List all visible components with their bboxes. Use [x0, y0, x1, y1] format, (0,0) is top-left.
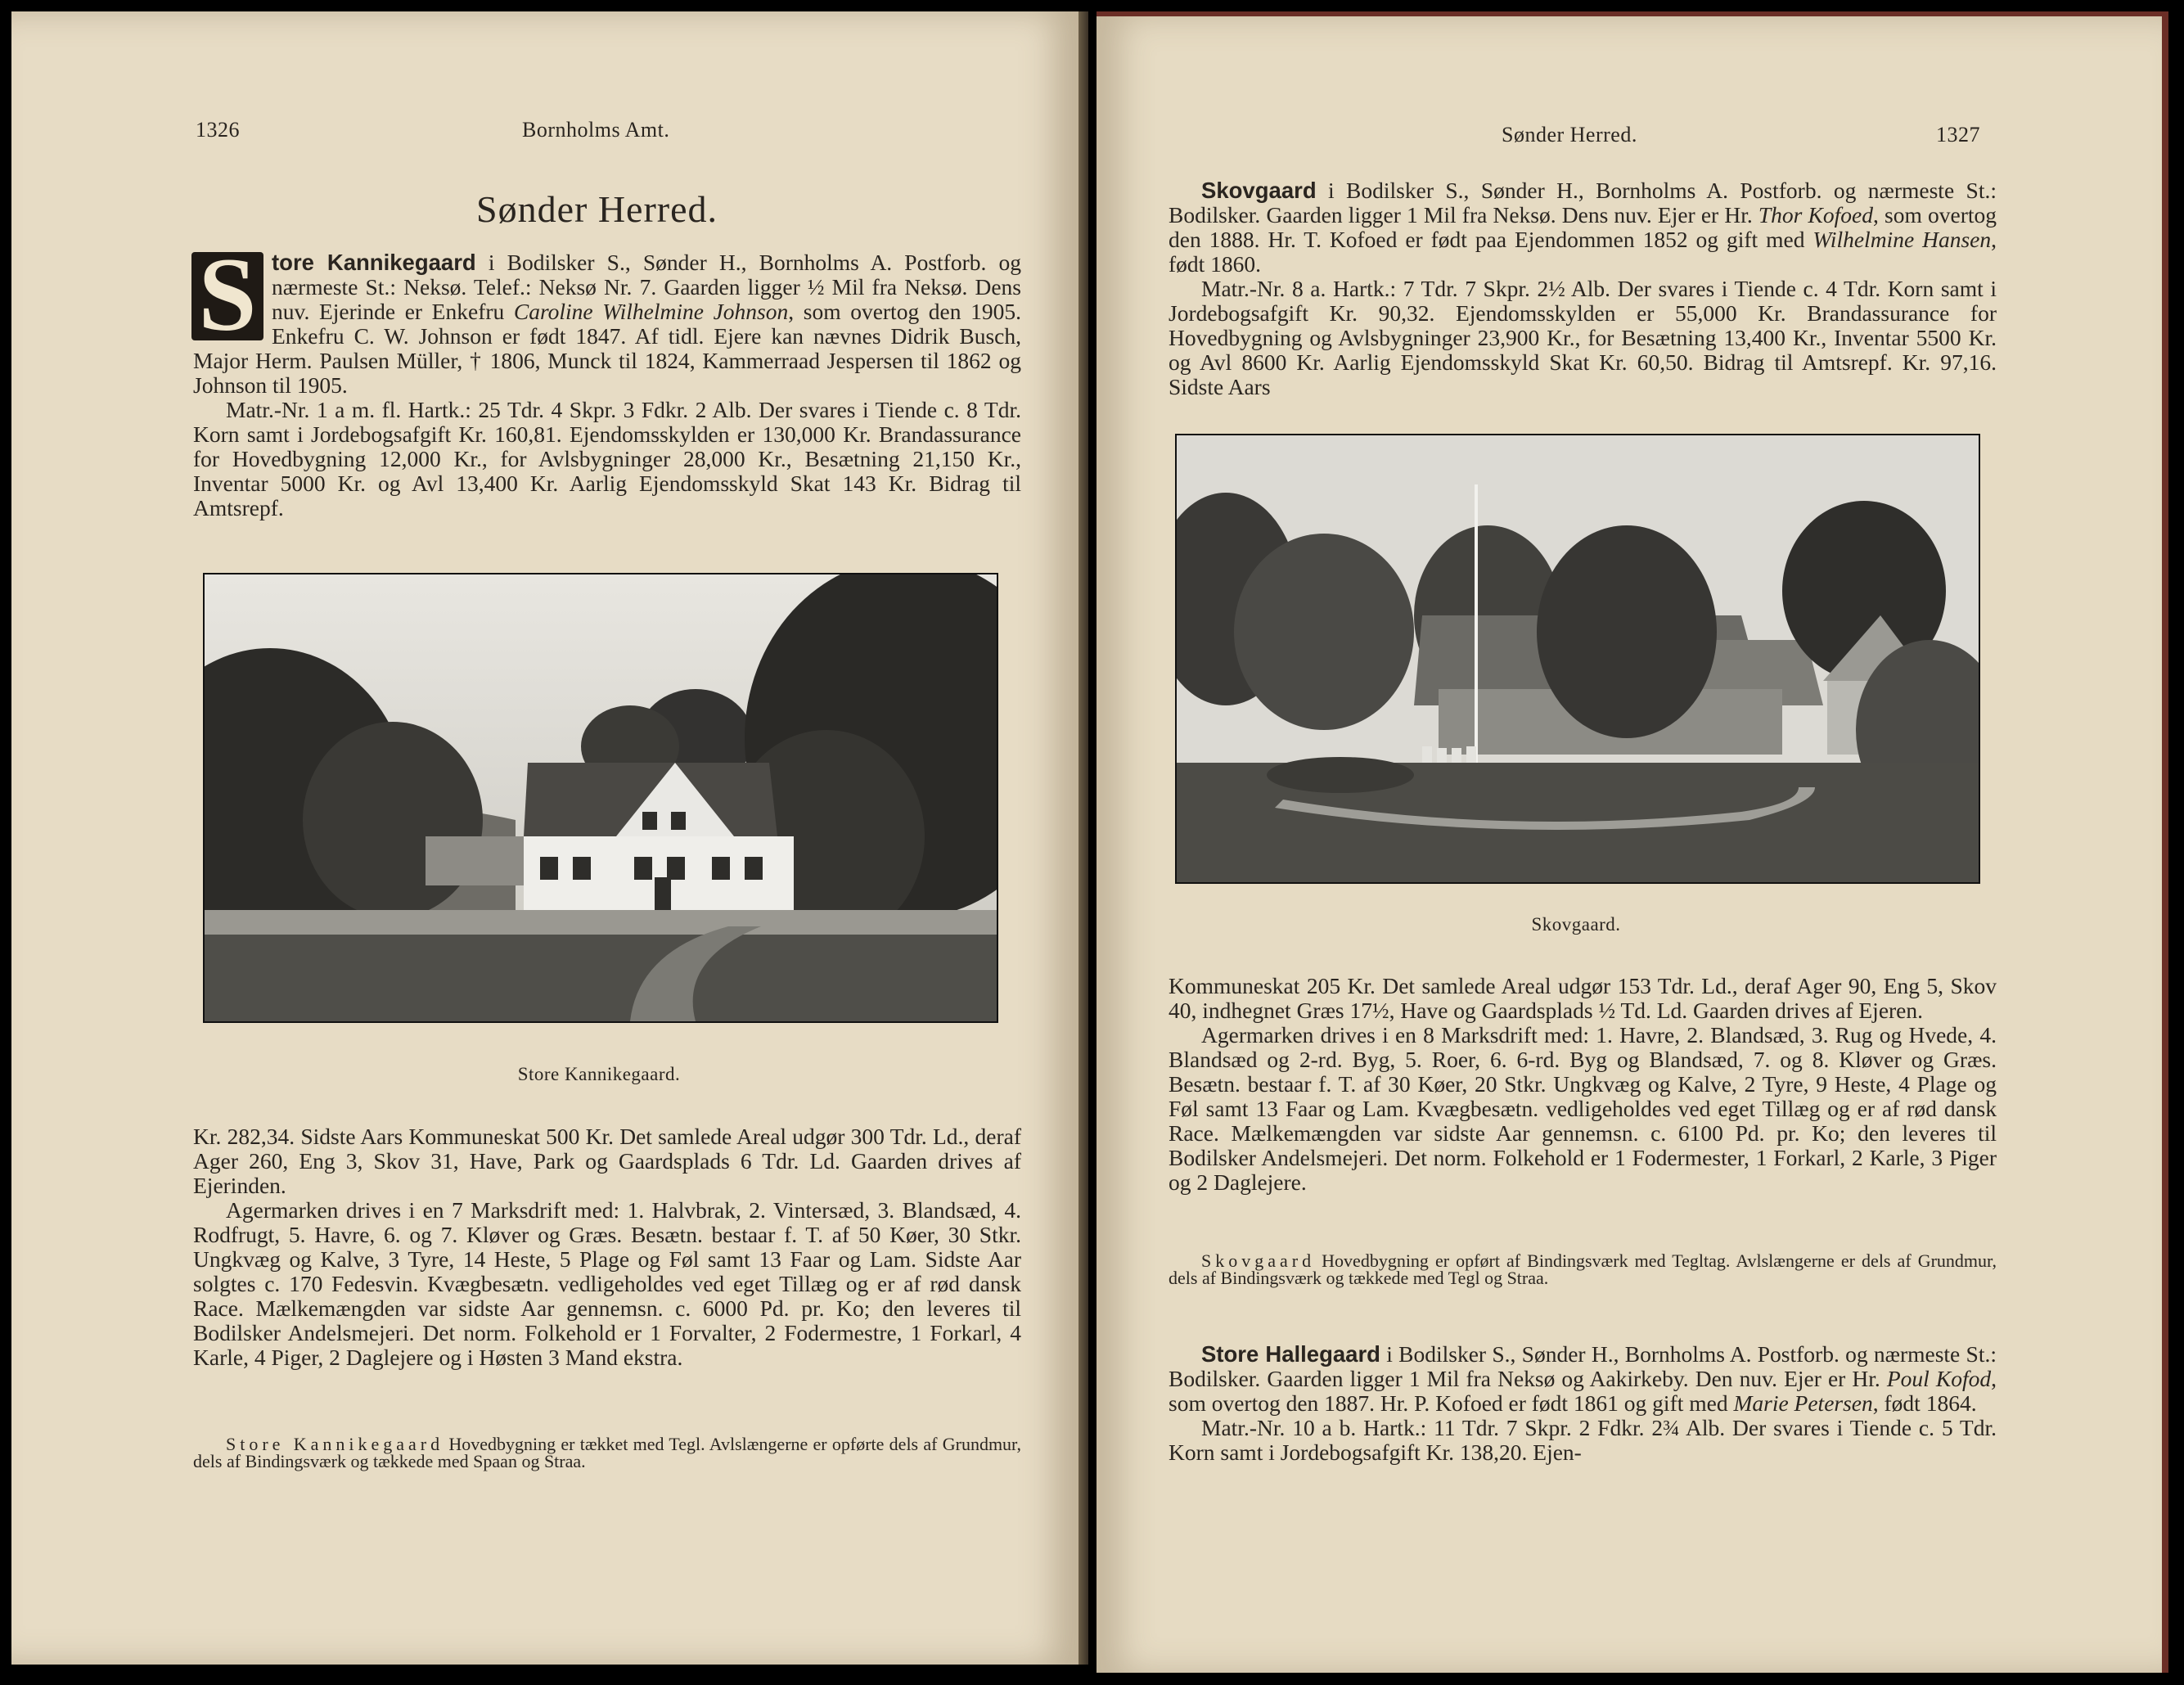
- entry-skovgaard: [1169, 178, 1997, 399]
- note-text: Hovedbygning er tækket med Tegl. Avlslængerne er opførte dels af Grundmur, dels af Bindingsværk og tækkede med Spaan og Straa.: [193, 1434, 1021, 1471]
- paragraph: Matr.-Nr. 10 a b. Hartk.: 11 Tdr. 7 Skpr. 2 Fdkr. 2¾ Alb. Der svares i Tiende c. 5 Tdr. Korn samt i Jordebogsafgift Kr. 138,20. Ejen-: [1169, 1415, 1997, 1465]
- dropcap-letter: S: [191, 252, 263, 340]
- photo-skovgaard: [1175, 434, 1980, 884]
- entry-text: , som overtog den 1888. Hr. T. Kofoed er født paa Ejendommen 1852 og gift med: [1169, 202, 1997, 252]
- wife-name: Wilhelmine Hansen: [1812, 227, 1992, 252]
- right-page: [1097, 11, 2168, 1673]
- building-note: [193, 1435, 1021, 1470]
- entry-text: , som overtog den 1887. Hr. P. Kofoed er født 1861 og gift med: [1169, 1366, 1997, 1416]
- farmstead-photo: [1177, 435, 1979, 882]
- photo-caption: Store Kannikegaard.: [517, 1064, 681, 1084]
- photo-caption: Skovgaard.: [1531, 914, 1621, 935]
- entry-text: , som overtog den 1905. Enkefru C. W. Johnson er født 1847. Af tidl. Ejere kan nævnes Didrik Busch, Major Herm. Paulsen Müller, † 1806, Munck til 1824, Kammerraad Jespersen til 1862 og Johnson til 1905.: [193, 299, 1021, 398]
- wife-name: Marie Petersen: [1733, 1390, 1873, 1416]
- note-name: Skovgaard: [1201, 1250, 1316, 1271]
- owner-name: Thor Kofoed: [1758, 202, 1873, 228]
- paragraph: Agermarken drives i en 8 Marksdrift med: 1. Havre, 2. Blandsæd, 3. Rug og Hvede, 4. Blandsæd og 2-rd. Byg, 5. Roer, 6. 6-rd. Byg og Blandsæd, 7. og 8. Kløver og Græs. Besætn. bestaar f. T. af 30 Køer, 20 Stkr. Ungkvæg og Kalve, 2 Tyre, 9 Heste, 4 Plage og Føl samt 13 Faar og Lam. Kvægbesætn. vedligeholdes ved eget Tillæg og er af rød dansk Race. Mælkemængden var sidste Aar gennemsn. c. 6100 Pd. pr. Ko; den leveres til Bodilsker Andelsmejeri. Det norm. Folkehold er 1 Fodermester, 1 Forkarl, 2 Karle, 3 Piger og 2 Daglejere.: [1169, 1022, 1997, 1195]
- entry-store-hallegaard: [1169, 1342, 1997, 1465]
- entry-store-kannikegaard: [193, 237, 1021, 520]
- entry-text: , født 1864.: [1872, 1390, 1977, 1416]
- photo-store-kannikegaard: [203, 573, 998, 1023]
- left-page: [11, 11, 1078, 1665]
- page-number: 1327: [1936, 123, 1980, 146]
- entry-text: i Bodilsker S., Sønder H., Bornholms A. Postforb. og nærmeste St.: Neksø. Telef.: Neksø Nr. 7. Gaarden ligger ½ Mil fra Neksø. Dens nuv. Ejerinde er Enkefru: [272, 250, 1021, 324]
- building-note: [1169, 1252, 1997, 1286]
- paragraph: Matr.-Nr. 8 a. Hartk.: 7 Tdr. 7 Skpr. 2½ Alb. Der svares i Tiende c. 4 Tdr. Korn samt i Jordebogsafgift Kr. 90,32. Ejendomsskylden er 55,000 Kr. Brandassurance for Hovedbygning og Avlsbygninger 23,900 Kr., for Besætning 13,400 Kr., Inventar 5500 Kr. og Avl 8600 Kr. Aarlig Ejendomsskyld Skat Kr. 60,50. Bidrag til Amtsrepf. Kr. 97,16. Sidste Aars: [1169, 276, 1997, 399]
- entry-text: i Bodilsker S., Sønder H., Bornholms A. Postforb. og nærmeste St.: Bodilsker. Gaarden ligger 1 Mil fra Neksø og Aakirkeby. Den nuv. Ejer er Hr.: [1169, 1341, 1997, 1391]
- page-number: 1326: [196, 118, 240, 142]
- entry-skovgaard-continuation: [1169, 974, 1997, 1195]
- entry-name: Skovgaard: [1201, 178, 1317, 203]
- entry-name: Store Hallegaard: [1201, 1341, 1380, 1367]
- entry-text: , født 1860.: [1169, 227, 1997, 277]
- entry-text: i Bodilsker S., Sønder H., Bornholms A. Postforb. og nærmeste St.: Bodilsker. Gaarden ligger 1 Mil fra Neksø. Dens nuv. Ejer er Hr.: [1169, 178, 1997, 228]
- note-name: Store Kannikegaard: [226, 1434, 444, 1454]
- paragraph: Kommuneskat 205 Kr. Det samlede Areal udgør 153 Tdr. Ld., deraf Ager 90, Eng 5, Skov 40, indhegnet Græs 17½, Have og Gaardsplads ½ Td. Ld. Gaarden drives af Ejeren.: [1169, 973, 1997, 1023]
- entry-continuation: [193, 1124, 1021, 1370]
- paragraph: Kr. 282,34. Sidste Aars Kommuneskat 500 Kr. Det samlede Areal udgør 300 Tdr. Ld., deraf Ager 260, Eng 3, Skov 31, Have, Park og Gaardsplads 6 Tdr. Ld. Gaarden drives af Ejerinden.: [193, 1124, 1021, 1198]
- section-title: Sønder Herred.: [476, 188, 718, 230]
- running-head: Bornholms Amt.: [522, 118, 670, 142]
- farmhouse-photo: [205, 574, 997, 1021]
- paragraph: Matr.-Nr. 1 a m. fl. Hartk.: 25 Tdr. 4 Skpr. 3 Fdkr. 2 Alb. Der svares i Tiende c. 8 Tdr. Korn samt i Jordebogsafgift Kr. 160,81. Ejendomsskylden er 130,000 Kr. Brandassurance for Hovedbygning 12,000 Kr., for Avlsbygninger 28,000 Kr., Besætning 21,150 Kr., Inventar 5000 Kr. og Avl 13,400 Kr. Aarlig Ejendomsskyld Skat 143 Kr. Bidrag til Amtsrepf.: [193, 397, 1021, 520]
- entry-name: tore Kannikegaard: [272, 250, 476, 275]
- paragraph: Agermarken drives i en 7 Marksdrift med: 1. Halvbrak, 2. Vintersæd, 3. Blandsæd, 4. Rodfrugt, 5. Havre, 6. og 7. Kløver og Græs. Besætn. bestaar f. T. af 50 Køer, 30 Stkr. Ungkvæg og Kalve, 3 Tyre, 14 Heste, 5 Plage og Føl samt 13 Faar og Lam. Sidste Aar solgtes c. 170 Fedesvin. Kvægbesætn. vedligeholdes ved eget Tillæg og er af rød dansk Race. Mælkemængden var sidste Aar gennemsn. c. 6000 Pd. pr. Ko; den leveres til Bodilsker Andelsmejeri. Det norm. Folkehold er 1 Forvalter, 2 Fodermestre, 1 Forkarl, 4 Karle, 4 Piger, 2 Daglejere og i Høsten 3 Mand ekstra.: [193, 1197, 1021, 1370]
- note-text: Hovedbygning er opført af Bindingsværk med Tegltag. Avlslængerne er dels af Grundmur, dels af Bindingsværk og tækkede med Tegl og Straa.: [1169, 1250, 1997, 1288]
- owner-name: Caroline Wilhelmine Johnson: [513, 299, 789, 324]
- owner-name: Poul Kofod: [1886, 1366, 1992, 1391]
- running-head: Sønder Herred.: [1502, 123, 1637, 146]
